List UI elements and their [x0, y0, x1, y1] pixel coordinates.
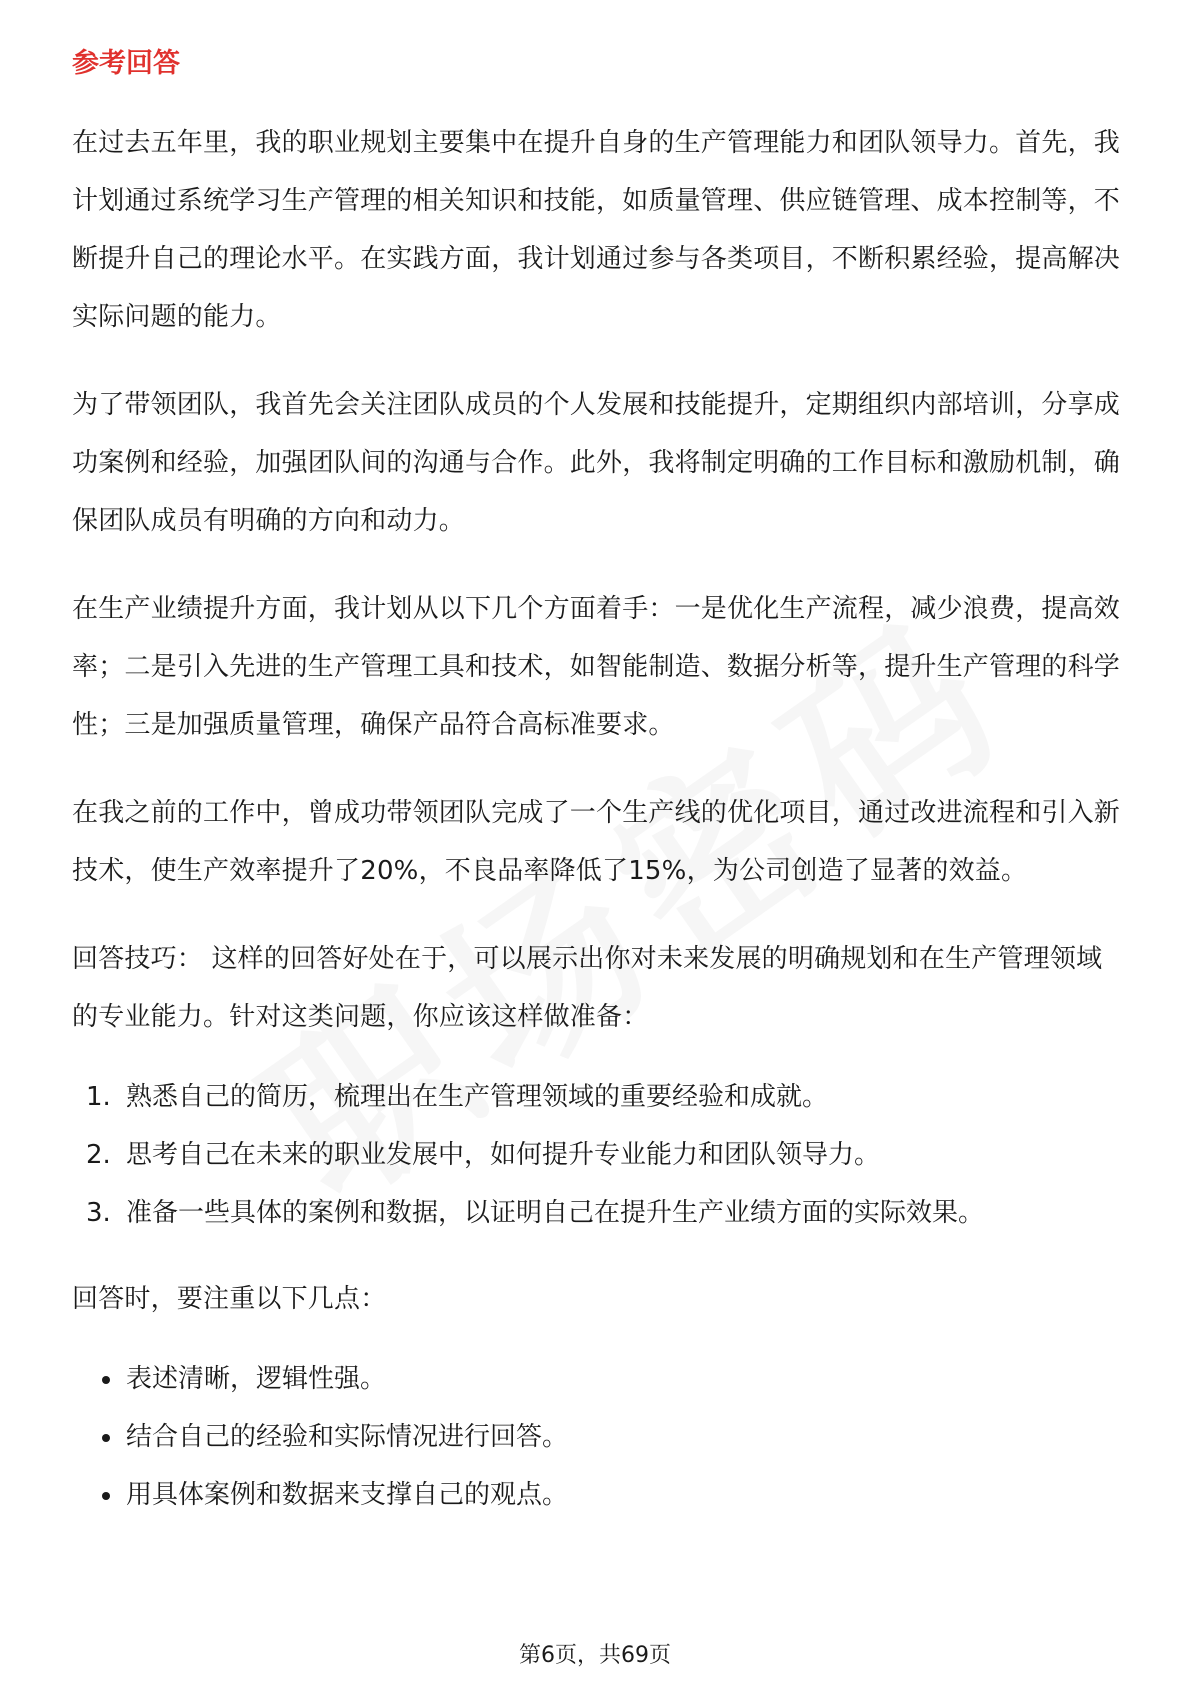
preparation-list — [72, 1068, 1122, 1242]
paragraph-answer-tips: 回答技巧： 这样的回答好处在于，可以展示出你对未来发展的明确规划和在生产管理领域的专业能力。针对这类问题，你应该这样做准备： — [72, 944, 1103, 1032]
list-item-number: 1. — [86, 1082, 111, 1112]
list-item — [72, 1184, 1122, 1242]
bullet-item-text: 表述清晰，逻辑性强。 — [126, 1364, 387, 1394]
list-item — [72, 1068, 1122, 1126]
list-item — [72, 1126, 1122, 1184]
paragraph-team-leadership: 为了带领团队，我首先会关注团队成员的个人发展和技能提升，定期组织内部培训，分享成功案例和经验，加强团队间的沟通与合作。此外，我将制定明确的工作目标和激励机制，确保团队成员有明确的方向和动力。 — [72, 390, 1121, 536]
list-item-number: 3. — [86, 1198, 111, 1228]
paragraph-past-experience: 在我之前的工作中，曾成功带领团队完成了一个生产线的优化项目，通过改进流程和引入新技术，使生产效率提升了20%，不良品率降低了15%，为公司创造了显著的效益。 — [72, 798, 1121, 886]
bullet-item-text: 用具体案例和数据来支撑自己的观点。 — [126, 1480, 569, 1510]
bullet-icon — [102, 1376, 110, 1384]
list-item-text: 熟悉自己的简历，梳理出在生产管理领域的重要经验和成就。 — [126, 1082, 829, 1112]
list-item-number: 2. — [86, 1140, 111, 1170]
bullet-icon — [102, 1434, 110, 1442]
bullet-item — [72, 1466, 1122, 1524]
answer-points-intro: 回答时，要注重以下几点： — [72, 1284, 387, 1314]
answer-points-list — [72, 1350, 1122, 1524]
bullet-item — [72, 1350, 1122, 1408]
paragraph-career-plan: 在过去五年里，我的职业规划主要集中在提升自身的生产管理能力和团队领导力。首先，我计划通过系统学习生产管理的相关知识和技能，如质量管理、供应链管理、成本控制等，不断提升自己的理论水平。在实践方面，我计划通过参与各类项目，不断积累经验，提高解决实际问题的能力。 — [72, 128, 1121, 332]
list-item-text: 思考自己在未来的职业发展中，如何提升专业能力和团队领导力。 — [126, 1140, 881, 1170]
paragraph-performance-improvement: 在生产业绩提升方面，我计划从以下几个方面着手：一是优化生产流程，减少浪费，提高效率；二是引入先进的生产管理工具和技术，如智能制造、数据分析等，提升生产管理的科学性；三是加强质量管理，确保产品符合高标准要求。 — [72, 594, 1121, 740]
bullet-icon — [102, 1492, 110, 1500]
document-content — [72, 44, 1122, 1524]
bullet-item-text: 结合自己的经验和实际情况进行回答。 — [126, 1422, 569, 1452]
page-footer: 第6页，共69页 — [519, 1643, 671, 1668]
list-item-text: 准备一些具体的案例和数据，以证明自己在提升生产业绩方面的实际效果。 — [126, 1198, 985, 1228]
section-heading: 参考回答 — [72, 48, 180, 79]
bullet-item — [72, 1408, 1122, 1466]
